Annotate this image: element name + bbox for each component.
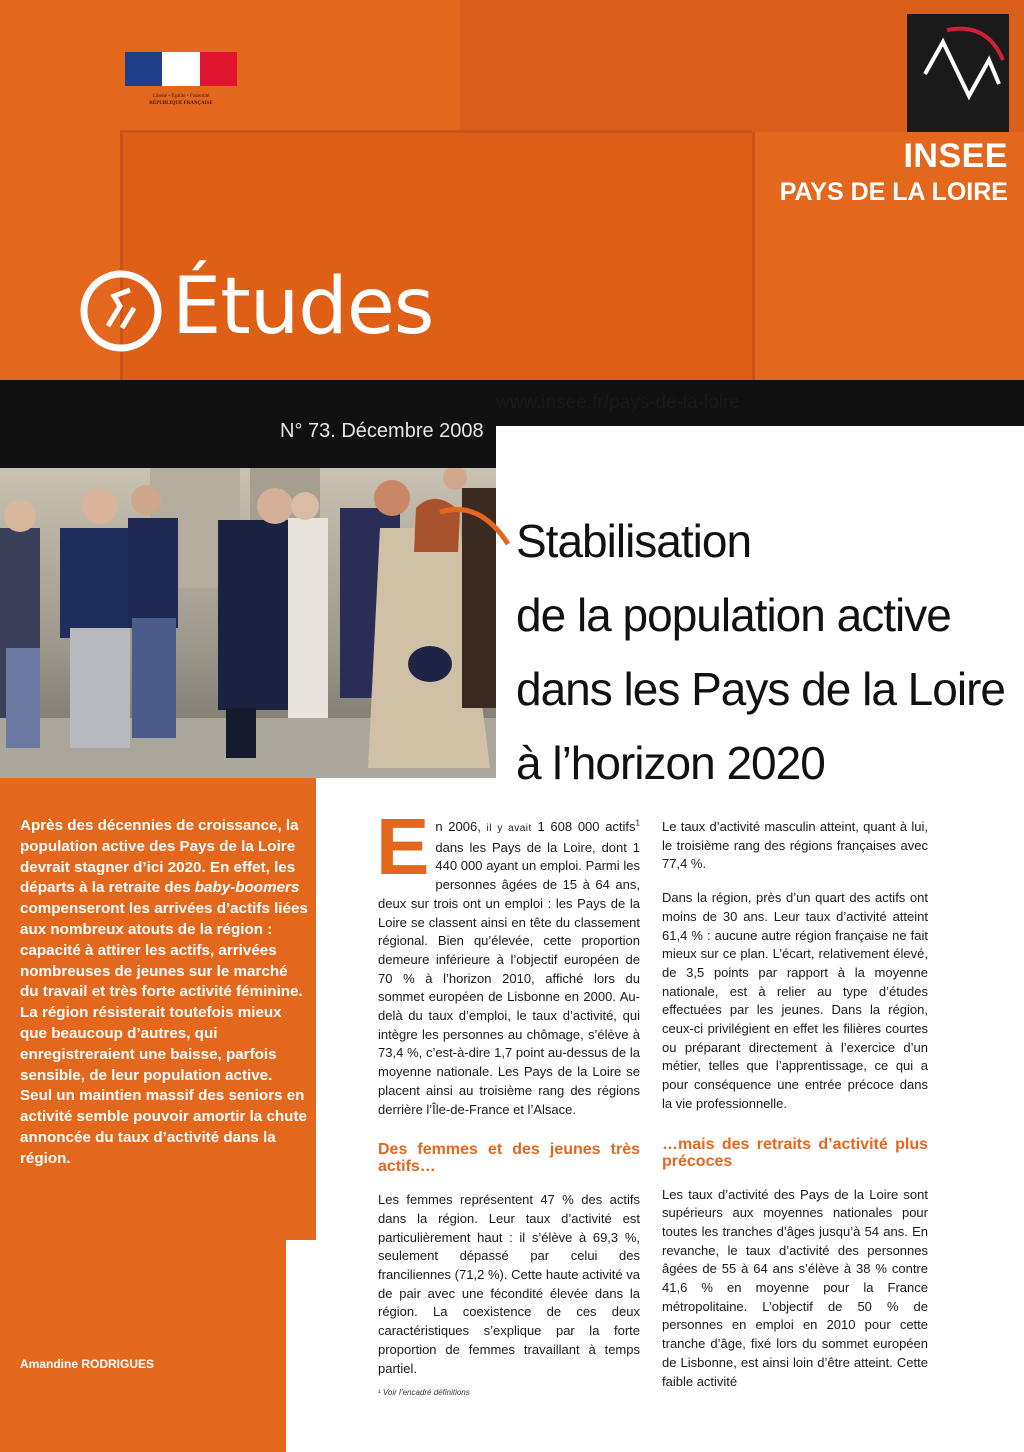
publication-name: Études — [172, 262, 434, 352]
footnote: ¹ Voir l’encadré définitions — [378, 1388, 470, 1397]
headline-line-4: à l’horizon 2020 — [516, 737, 825, 789]
headline-line-1: Stabilisation — [516, 515, 752, 567]
body-column-1 — [376, 802, 640, 1378]
website-link[interactable]: www.insee.fr/pays-de-la-loire — [496, 392, 740, 413]
paragraph-4: Dans la région, près d’un quart des actifs ont moins de 30 ans. Leur taux d’activité atteint 61,4 % : aucune autre région française ne fait mieux sur ce plan. L’écart, relativement élevé, de 3,5 points par rapport à la moyenne nationale, est à relier au type d’études effectuées par les jeunes. Dans la région, ceux-ci privilégient en effet les filières courtes ou préparant directement à l’exercice d’un métier, telles que l’apprentissage, ce qui a pour conséquence une entrée précoce dans la vie professionnelle. — [662, 890, 928, 1111]
paragraph-2: Les femmes représentent 47 % des actifs dans la région. Leur taux d’activité est particulièrement haut : il s’élève à 69,3 %, seulement dépassé par celui des franciliennes (71,2 %). Cette haute activité va de pair avec une fécondité élevée dans la région. La coexistence de ces deux caractéristiques s’explique par la forte proportion de femmes travaillant à temps partiel. — [378, 1192, 640, 1376]
marianne-flag-logo — [125, 52, 237, 86]
headline-line-2: de la population active — [516, 589, 951, 641]
issue-number: N° 73. Décembre 2008 — [280, 420, 484, 442]
subheading-2: …mais des retraits d’activité plus précoces — [662, 1135, 928, 1170]
drop-cap: E — [376, 802, 430, 891]
paragraph-3: Le taux d’activité masculin atteint, quant à lui, le troisième rang des régions françaises avec 77,4 %. — [662, 819, 928, 872]
sidebar-orange-bottom — [0, 1240, 286, 1452]
headline — [516, 504, 1016, 800]
header-divider-shadow — [120, 130, 752, 133]
paragraph-1: En 2006, il y avait 1 608 000 actifs$^1$ dans les Pays de la Loire, dont 1 440 000 ayant un emploi. Parmi les personnes âgées de 15 à 64 ans, deux sur trois ont un emploi : les Pays de la Loire se classent ainsi en tête du classement régional. Bien qu’élevée, cette proportion demeure inférieure à l’objectif européen de 70 % à l’horizon 2010, affiché lors du sommet européen de Lisbonne en 2000. Au-delà du taux d’emploi, le taux d’activité, qui intègre les personnes au chômage, s’élève à 73,4 %, c’est-à-dire 1,7 point au-dessus de la moyenne nationale. Les Pays de la Loire se placent ainsi au troisième rang des régions derrière l’Île-de-France et l’Alsace. — [376, 802, 640, 1117]
paragraph-5: Les taux d’activité des Pays de la Loire sont supérieurs aux moyennes nationales pour toutes les tranches d’âges jusqu’à 54 ans. En revanche, le taux d’activité des personnes âgées de 55 à 64 ans s’élève à 38 % contre 41,6 % en moyenne pour la France métropolitaine. L’objectif de 50 % de personnes en emploi en 2010 pour cette tranche d’âge, fixé lors du sommet européen de Lisbonne, est ainsi loin d’être atteint. Cette faible activité — [662, 1186, 928, 1389]
abstract: Après des décennies de croissance, la population active des Pays de la Loire devrait stagner d’ici 2020. En effet, les départs à la retraite des baby-boomers compenseront les arrivées d’actifs liées aux nombreux atouts de la région : capacité à attirer les actifs, arrivées nombreuses de jeunes sur le marché du travail et très forte activité féminine. La région résisterait toutefois mieux que beaucoup d’autres, qui enregistreraient une baisse, parfois sensible, de leur population active. Seul un maintien massif des seniors en activité semble pouvoir amortir la chute annoncée du taux d’activité dans la région. — [20, 817, 308, 1167]
insee-region: PAYS DE LA LOIRE — [779, 178, 1008, 206]
body-column-2 — [662, 818, 928, 1391]
headline-arc-icon — [436, 500, 516, 550]
crowd-photo — [0, 468, 496, 778]
insee-name: INSEE — [903, 137, 1008, 175]
insee-logo-icon — [907, 14, 1009, 132]
subheading-1: Des femmes et des jeunes très actifs… — [378, 1141, 640, 1176]
headline-line-3: dans les Pays de la Loire — [516, 663, 1005, 715]
author: Amandine RODRIGUES — [20, 1357, 155, 1371]
etudes-circle-icon — [78, 268, 164, 354]
republique-caption: Liberté • Égalité • Fraternité RÉPUBLIQUE FRANÇAISE — [149, 94, 213, 106]
header-divider-shadow-right — [752, 132, 755, 380]
